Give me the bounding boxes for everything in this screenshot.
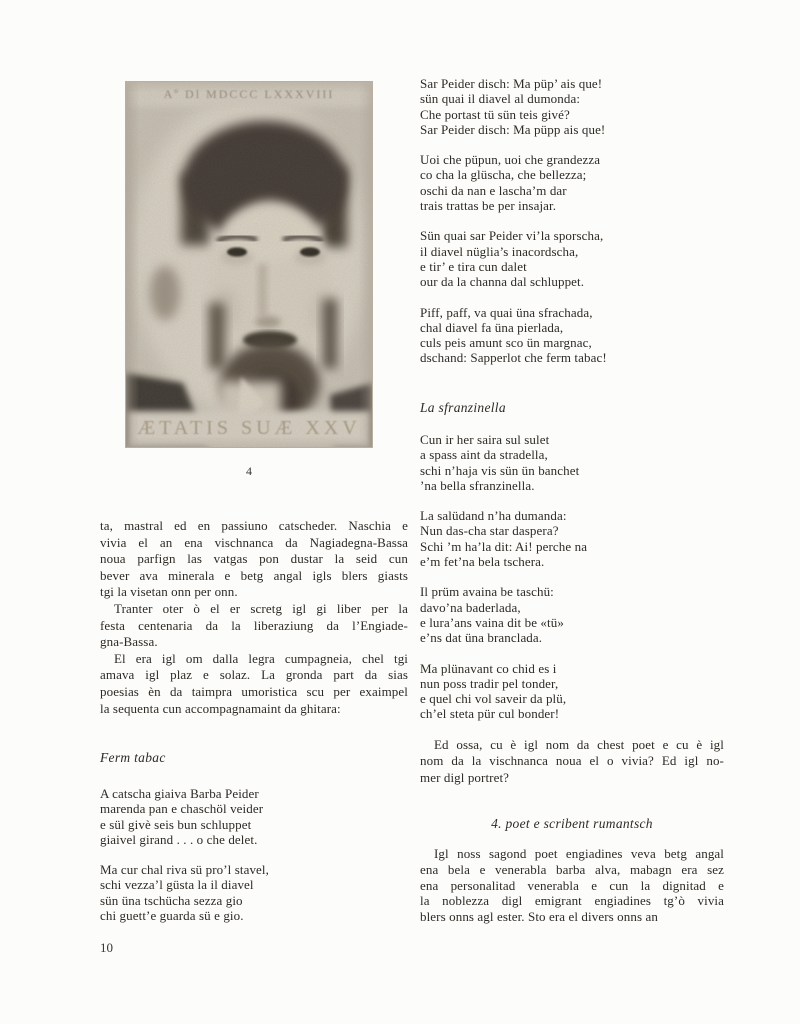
stanza [420,76,724,137]
text-line: ’na bella sfranzinella. [420,477,535,493]
text-line: amava igl plaz e solaz. La gronda part da sias [100,667,408,683]
text-line: gna-Bassa. [100,634,158,650]
text-line: A catscha giaiva Barba Peider [100,786,259,801]
figure-caption: 4 [246,464,252,478]
text-line: schi n’haja vis sün ün banchet [420,462,580,478]
left-column [100,518,408,717]
paragraph [100,601,408,651]
text-line: nun poss tradir pel tonder, [420,675,559,691]
stanza [420,228,724,289]
text-line: e’m fet’na bela tschera. [420,554,545,570]
portrait-photo [125,81,373,448]
text-line: co cha la glüscha, che bellezza; [420,167,587,183]
text-line: festa centenaria da la liberaziung da l’Engiade- [100,617,408,633]
paragraph [100,518,408,601]
text-line: e quel chi vol saveir da plü, [420,691,567,707]
closing-paragraph [420,846,724,925]
text-line: e sül givè seis bun schluppet [100,816,252,832]
stanza [420,584,724,645]
page-number: 10 [100,940,113,955]
paragraph [100,651,408,717]
text-line: a spass aint da stradella, [420,447,548,463]
text-line: ta, mastral ed en passiuno catscheder. Naschia e [100,518,408,533]
text-line: culs peis amunt sco ün margnac, [420,335,592,351]
text-line: sün üna tschücha sezza gio [100,892,243,908]
text-line: Nun das-cha star daspera? [420,523,559,539]
text-line: blers onns agl ester. Sto era el divers onns an [420,909,658,925]
text-line: e lura’ans vaina dit be «tü» [420,614,564,630]
text-line: La salüdand n’ha dumanda: [420,508,567,524]
stanza [420,508,724,569]
text-line: noua parfign las vatgas pon dustar la seid cun [100,551,408,567]
text-line: la sequenta cun accompagnamaint da ghitara: [100,700,341,716]
text-line: e’ns dat üna branclada. [420,630,543,646]
text-line: davo’na baderlada, [420,599,521,615]
right-poem-ferm-tabac [420,76,724,381]
section-heading: 4. poet e scribent rumantsch [491,816,653,831]
text-line: trais trattas be per insajar. [420,198,557,214]
stanza [420,305,724,366]
poem-title: Ferm tabac [100,750,166,765]
stanza [420,152,724,213]
text-line: vivia el an ena vischnanca da Nagiadegna-Bassa [100,534,408,550]
grain-overlay [125,81,373,448]
text-line: chi guett’e guarda sü e gio. [100,908,244,924]
text-line: Il prüm avaina be taschü: [420,584,554,600]
text-line: Ed ossa, cu è igl nom da chest poet e cu è igl [434,737,724,752]
stanza [420,432,724,493]
text-line: la noblezza digl emigrant engiadines tg’ò vivia [420,893,724,909]
text-line: schi vezza’l güsta la il diavel [100,877,254,893]
text-line: giaivel girand . . . o che delet. [100,831,258,847]
right-poem-sfranzinella [420,432,724,737]
text-line: Sün quai sar Peider vi’la sporscha, [420,228,604,244]
question-paragraph [420,737,724,786]
text-line: Tranter oter ò el er scretg igl gi liber per la [114,600,408,616]
text-line: poesias èn da taimpra umoristica scu per exaimpel [100,683,408,699]
text-line: Uoi che püpun, uoi che grandezza [420,152,601,168]
text-line: oschi da nan e lascha’m dar [420,182,567,198]
stanza [100,862,408,923]
text-line: bever ava minerala e betg angal igls blers giasts [100,567,408,583]
text-line: il diavel nüglia’s inacordscha, [420,243,579,259]
text-line: Sar Peider disch: Ma püp’ ais que! [420,76,603,91]
text-line: Ma plünavant co chid es i [420,660,557,676]
text-line: Schi ’m ha’la dit: Ai! perche na [420,538,588,554]
text-line: our da la channa dal schluppet. [420,274,585,290]
text-line: e tir’ e tira cun dalet [420,258,527,274]
left-poem [100,786,408,938]
text-line: mer digl portret? [420,769,510,785]
text-line: tgi la visetan onn per onn. [100,584,238,600]
text-line: Piff, paff, va quai üna sfrachada, [420,304,593,320]
text-line: ch’el steta pür cul bonder! [420,706,560,722]
stanza [100,786,408,847]
text-line: sün quai il diavel al dumonda: [420,91,581,107]
text-line: El era igl om dalla legra cumpagneia, chel tgi [114,650,408,666]
text-line: ena bela e venerabla barba alva, mabagn era sez [420,861,724,877]
text-line: Cun ir her saira sul sulet [420,432,550,447]
stanza [420,661,724,722]
text-line: ena personalitad venerabla e cun la dignitad e [420,877,724,893]
poem-title: La sfranzinella [420,400,506,415]
text-line: nom da la vischnanca noua el o vivia? Ed igl no- [420,753,724,769]
text-line: chal diavel fa üna pierlada, [420,319,564,335]
text-line: Ma cur chal riva sü pro’l stavel, [100,862,269,878]
text-line: Che portast tü sün teis givé? [420,106,570,122]
text-line: Sar Peider disch: Ma püpp ais que! [420,121,606,137]
text-line: marenda pan e chaschöl veider [100,801,264,817]
text-line: Igl noss sagond poet engiadines veva betg angal [434,846,724,861]
text-line: dschand: Sapperlot che ferm tabac! [420,350,607,366]
